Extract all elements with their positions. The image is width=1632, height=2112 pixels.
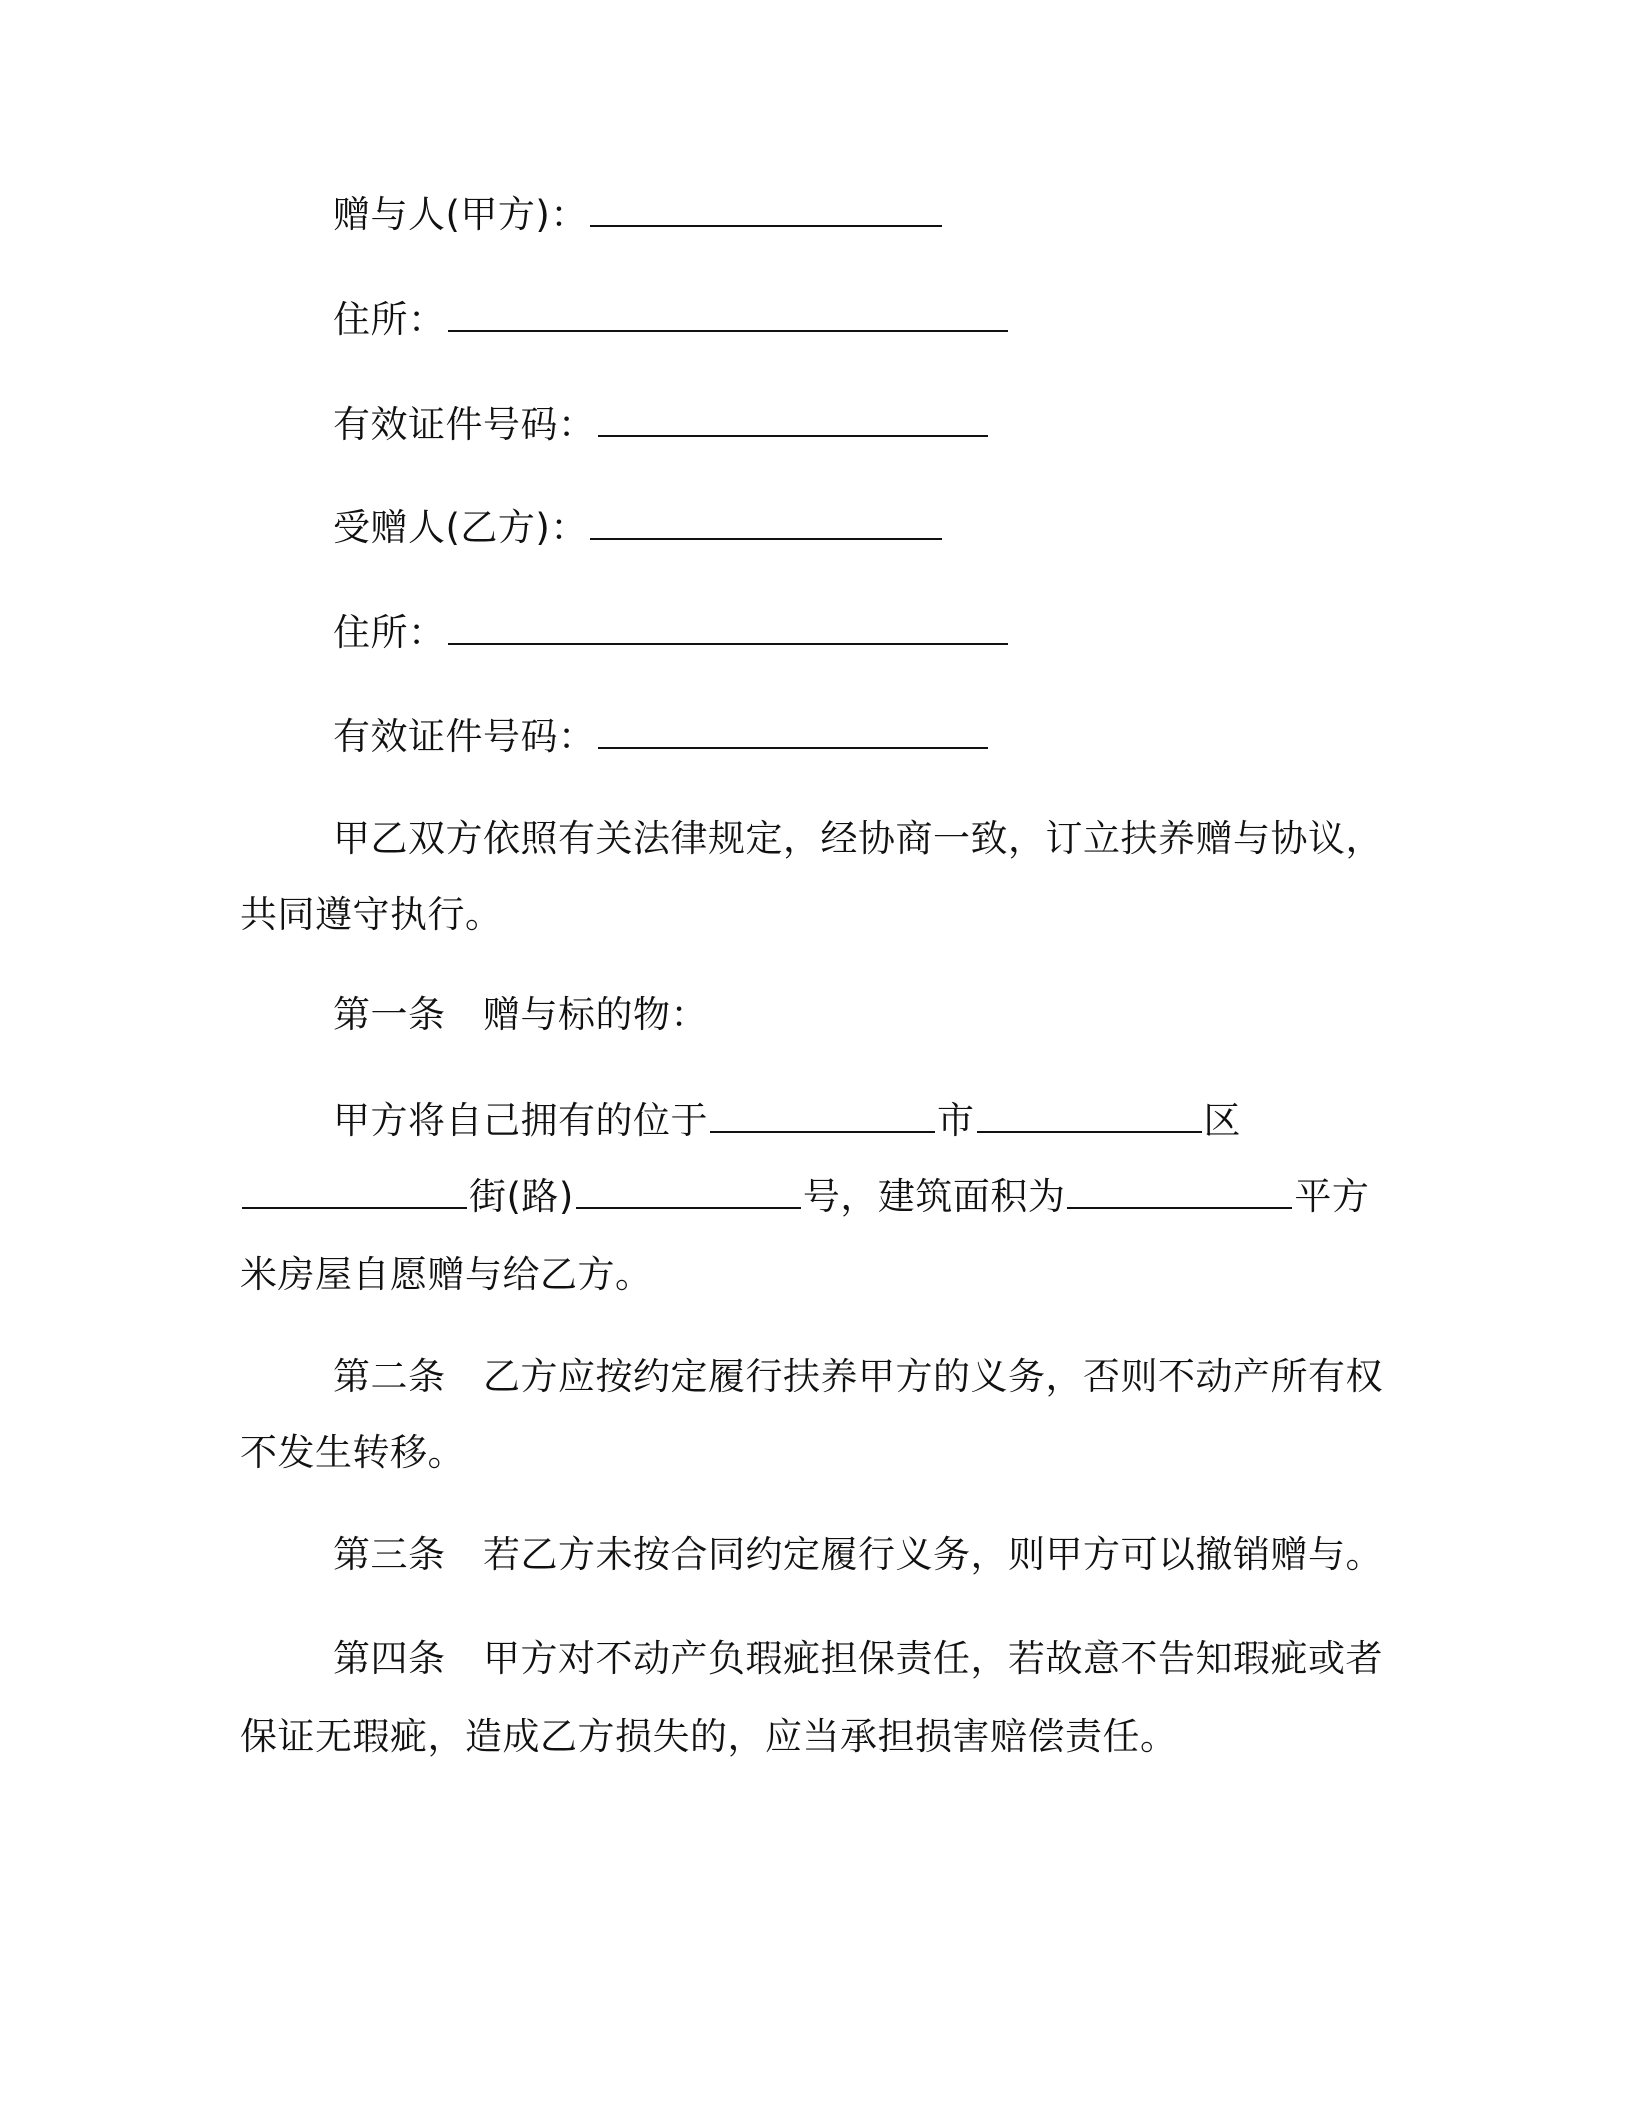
city-label: 市 bbox=[937, 1099, 975, 1142]
street-label: 街(路) bbox=[469, 1175, 574, 1218]
donee-address-row bbox=[333, 608, 1010, 658]
donee-id-row bbox=[333, 712, 990, 762]
article-4-line-1: 第四条 甲方对不动产负瑕疵担保责任，若故意不告知瑕疵或者 bbox=[333, 1637, 1383, 1680]
donee-id-label: 有效证件号码： bbox=[333, 715, 596, 758]
number-blank[interactable] bbox=[576, 1206, 801, 1209]
district-label: 区 bbox=[1203, 1099, 1241, 1142]
district-blank[interactable] bbox=[977, 1130, 1202, 1133]
area-unit-label: 平方 bbox=[1294, 1175, 1370, 1218]
city-blank[interactable] bbox=[710, 1130, 935, 1133]
street-blank[interactable] bbox=[242, 1206, 467, 1209]
number-label: 号，建筑面积为 bbox=[802, 1175, 1066, 1218]
article-1-prefix: 甲方将自己拥有的位于 bbox=[333, 1099, 708, 1142]
preamble-line-1: 甲乙双方依照有关法律规定，经协商一致，订立扶养赠与协议， bbox=[333, 817, 1383, 860]
donee-label: 受赠人(乙方)： bbox=[333, 506, 588, 549]
donor-row bbox=[333, 190, 944, 240]
donee-id-blank[interactable] bbox=[598, 746, 988, 749]
preamble-line-2: 共同遵守执行。 bbox=[240, 893, 503, 936]
donee-address-blank[interactable] bbox=[448, 642, 1008, 645]
article-2-line-2: 不发生转移。 bbox=[240, 1431, 465, 1474]
donor-id-row bbox=[333, 400, 990, 450]
donee-blank[interactable] bbox=[590, 537, 942, 540]
article-1-heading: 第一条 赠与标的物： bbox=[333, 993, 708, 1036]
donee-row bbox=[333, 503, 944, 553]
article-3-line-1: 第三条 若乙方未按合同约定履行义务，则甲方可以撤销赠与。 bbox=[333, 1533, 1383, 1576]
donor-id-label: 有效证件号码： bbox=[333, 403, 596, 446]
article-1-line-2 bbox=[240, 1172, 1369, 1222]
donee-address-label: 住所： bbox=[333, 611, 446, 654]
area-blank[interactable] bbox=[1067, 1206, 1292, 1209]
donor-blank[interactable] bbox=[590, 224, 942, 227]
article-2-line-1: 第二条 乙方应按约定履行扶养甲方的义务，否则不动产所有权 bbox=[333, 1355, 1383, 1398]
donor-address-row bbox=[333, 295, 1010, 345]
donor-address-label: 住所： bbox=[333, 298, 446, 341]
article-4-line-2: 保证无瑕疵，造成乙方损失的，应当承担损害赔偿责任。 bbox=[240, 1715, 1178, 1758]
donor-label: 赠与人(甲方)： bbox=[333, 193, 588, 236]
donor-address-blank[interactable] bbox=[448, 329, 1008, 332]
article-1-line-1 bbox=[333, 1096, 1241, 1146]
donor-id-blank[interactable] bbox=[598, 434, 988, 437]
article-1-line-3: 米房屋自愿赠与给乙方。 bbox=[240, 1253, 653, 1296]
